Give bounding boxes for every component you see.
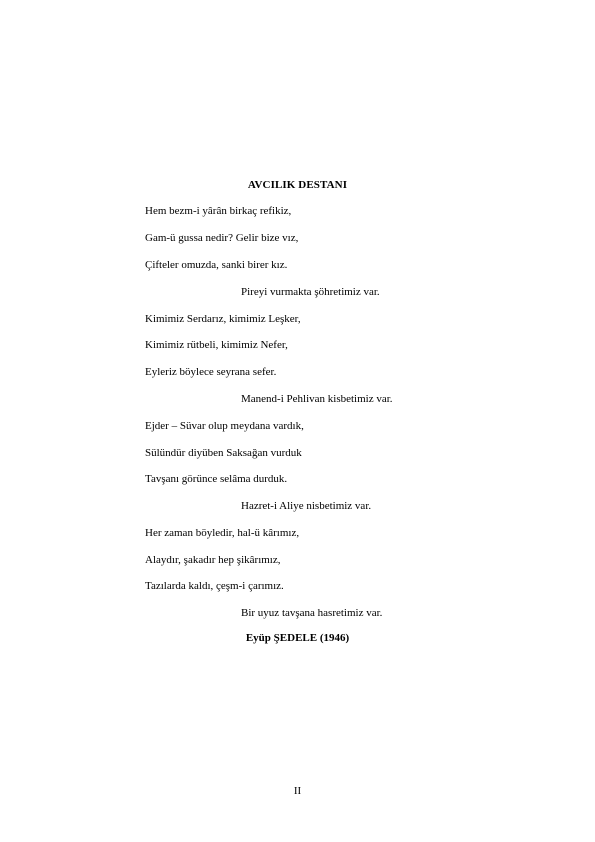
- verse-line: Kimimiz rütbeli, kimimiz Nefer,: [145, 339, 288, 351]
- verse-line: Tavşanı görünce selâma durduk.: [145, 473, 288, 485]
- author-signature: Eyüp ŞEDELE (1946): [245, 632, 350, 644]
- verse-line: Çifteler omuzda, sanki birer kız.: [145, 259, 288, 271]
- verse-line: Her zaman böyledir, hal-ü kârımız,: [145, 527, 300, 539]
- verse-line: Ejder – Süvar olup meydana vardık,: [145, 420, 304, 432]
- page-number: II: [293, 785, 302, 797]
- verse-line: Sülündür diyüben Saksağan vurduk: [145, 447, 302, 459]
- poem-title: AVCILIK DESTANI: [247, 179, 348, 191]
- refrain-line: Hazret-i Aliye nisbetimiz var.: [241, 500, 372, 512]
- verse-line: Gam-ü gussa nedir? Gelir bize vız,: [145, 232, 299, 244]
- verse-line: Kimimiz Serdarız, kimimiz Leşker,: [145, 313, 301, 325]
- verse-line: Tazılarda kaldı, çeşm-i çarımız.: [145, 580, 284, 592]
- verse-line: Eyleriz böylece seyrana sefer.: [145, 366, 277, 378]
- verse-line: Alaydır, şakadır hep şikârımız,: [145, 554, 281, 566]
- refrain-line: Manend-i Pehlivan kisbetimiz var.: [241, 393, 393, 405]
- refrain-line: Pireyi vurmakta şöhretimiz var.: [241, 286, 380, 298]
- refrain-line: Bir uyuz tavşana hasretimiz var.: [241, 607, 383, 619]
- verse-line: Hem bezm-i yârân birkaç refikiz,: [145, 205, 292, 217]
